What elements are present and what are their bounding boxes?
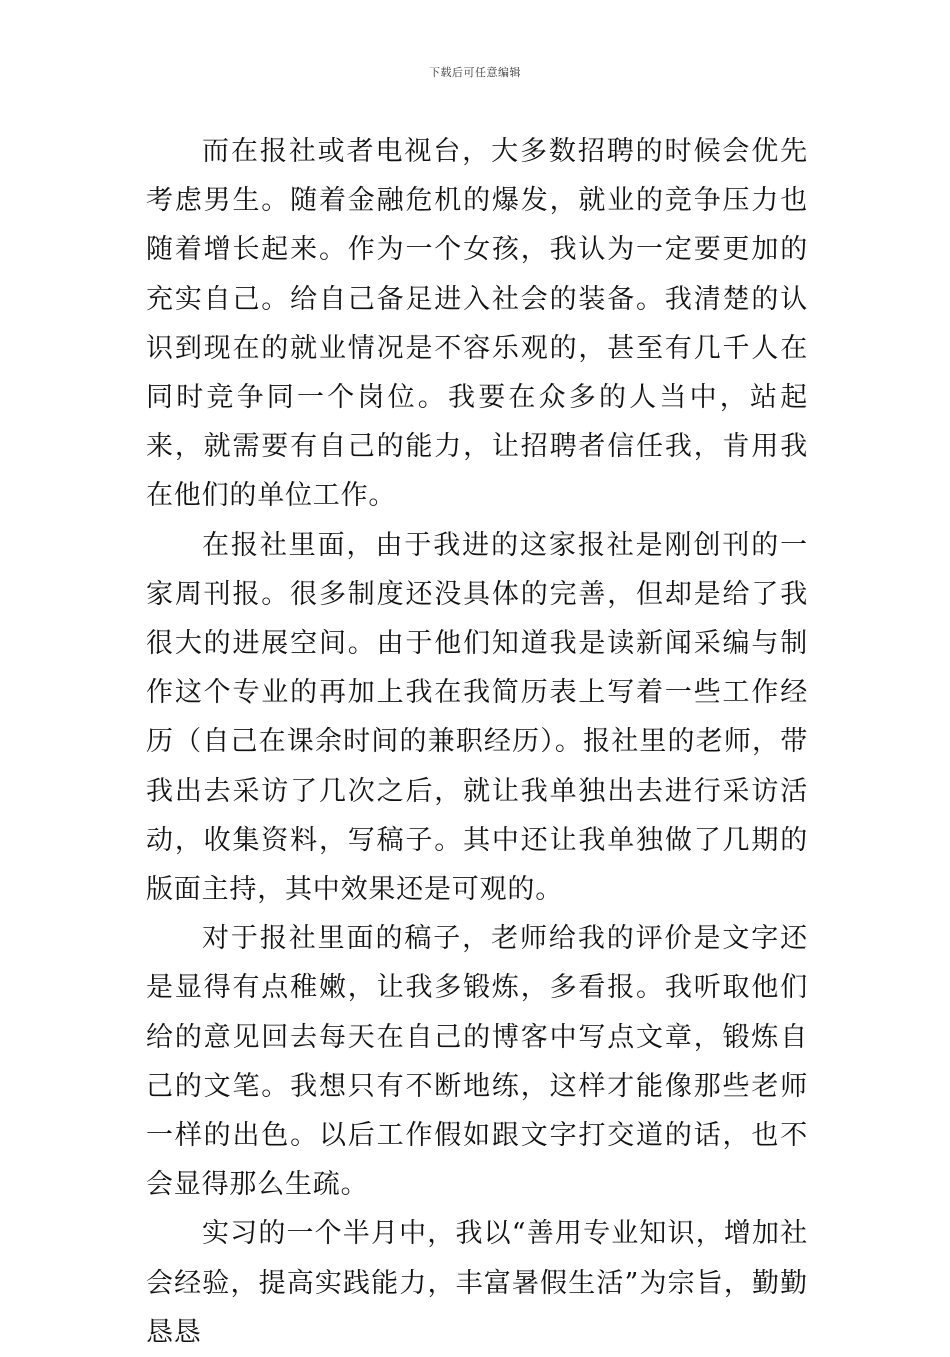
paragraph-2: 在报社里面，由于我进的这家报社是刚创刊的一家周刊报。很多制度还没具体的完善，但却是给了我很大的进展空间。由于他们知道我是读新闻采编与制作这个专业的再加上我在我简历表上写着一些工作经历（自己在课余时间的兼职经历）。报社里的老师，带我出去采访了几次之后，就让我单独出去进行采访活动，收集资料，写稿子。其中还让我单独做了几期的版面主持，其中效果还是可观的。 <box>146 529 808 906</box>
paragraph-1: 而在报社或者电视台，大多数招聘的时候会优先考虑男生。随着金融危机的爆发，就业的竞争压力也随着增长起来。作为一个女孩，我认为一定要更加的充实自己。给自己备足进入社会的装备。我清楚的认识到现在的就业情况是不容乐观的，甚至有几千人在同时竞争同一个岗位。我要在众多的人当中，站起来，就需要有自己的能力，让招聘者信任我，肯用我在他们的单位工作。 <box>146 136 808 512</box>
paragraph-3: 对于报社里面的稿子，老师给我的评价是文字还是显得有点稚嫩，让我多锻炼，多看报。我听取他们给的意见回去每天在自己的博客中写点文章，锻炼自己的文笔。我想只有不断地练，这样才能像那些老师一样的出色。以后工作假如跟文字打交道的话，也不会显得那么生疏。 <box>146 923 808 1201</box>
document-body <box>146 127 808 1357</box>
page-header-note: 下载后可任意编辑 <box>429 66 521 79</box>
paragraph-4: 实习的一个半月中，我以“善用专业知识，增加社会经验，提高实践能力，丰富暑假生活”为宗旨，勤勤恳恳 <box>146 1218 808 1348</box>
